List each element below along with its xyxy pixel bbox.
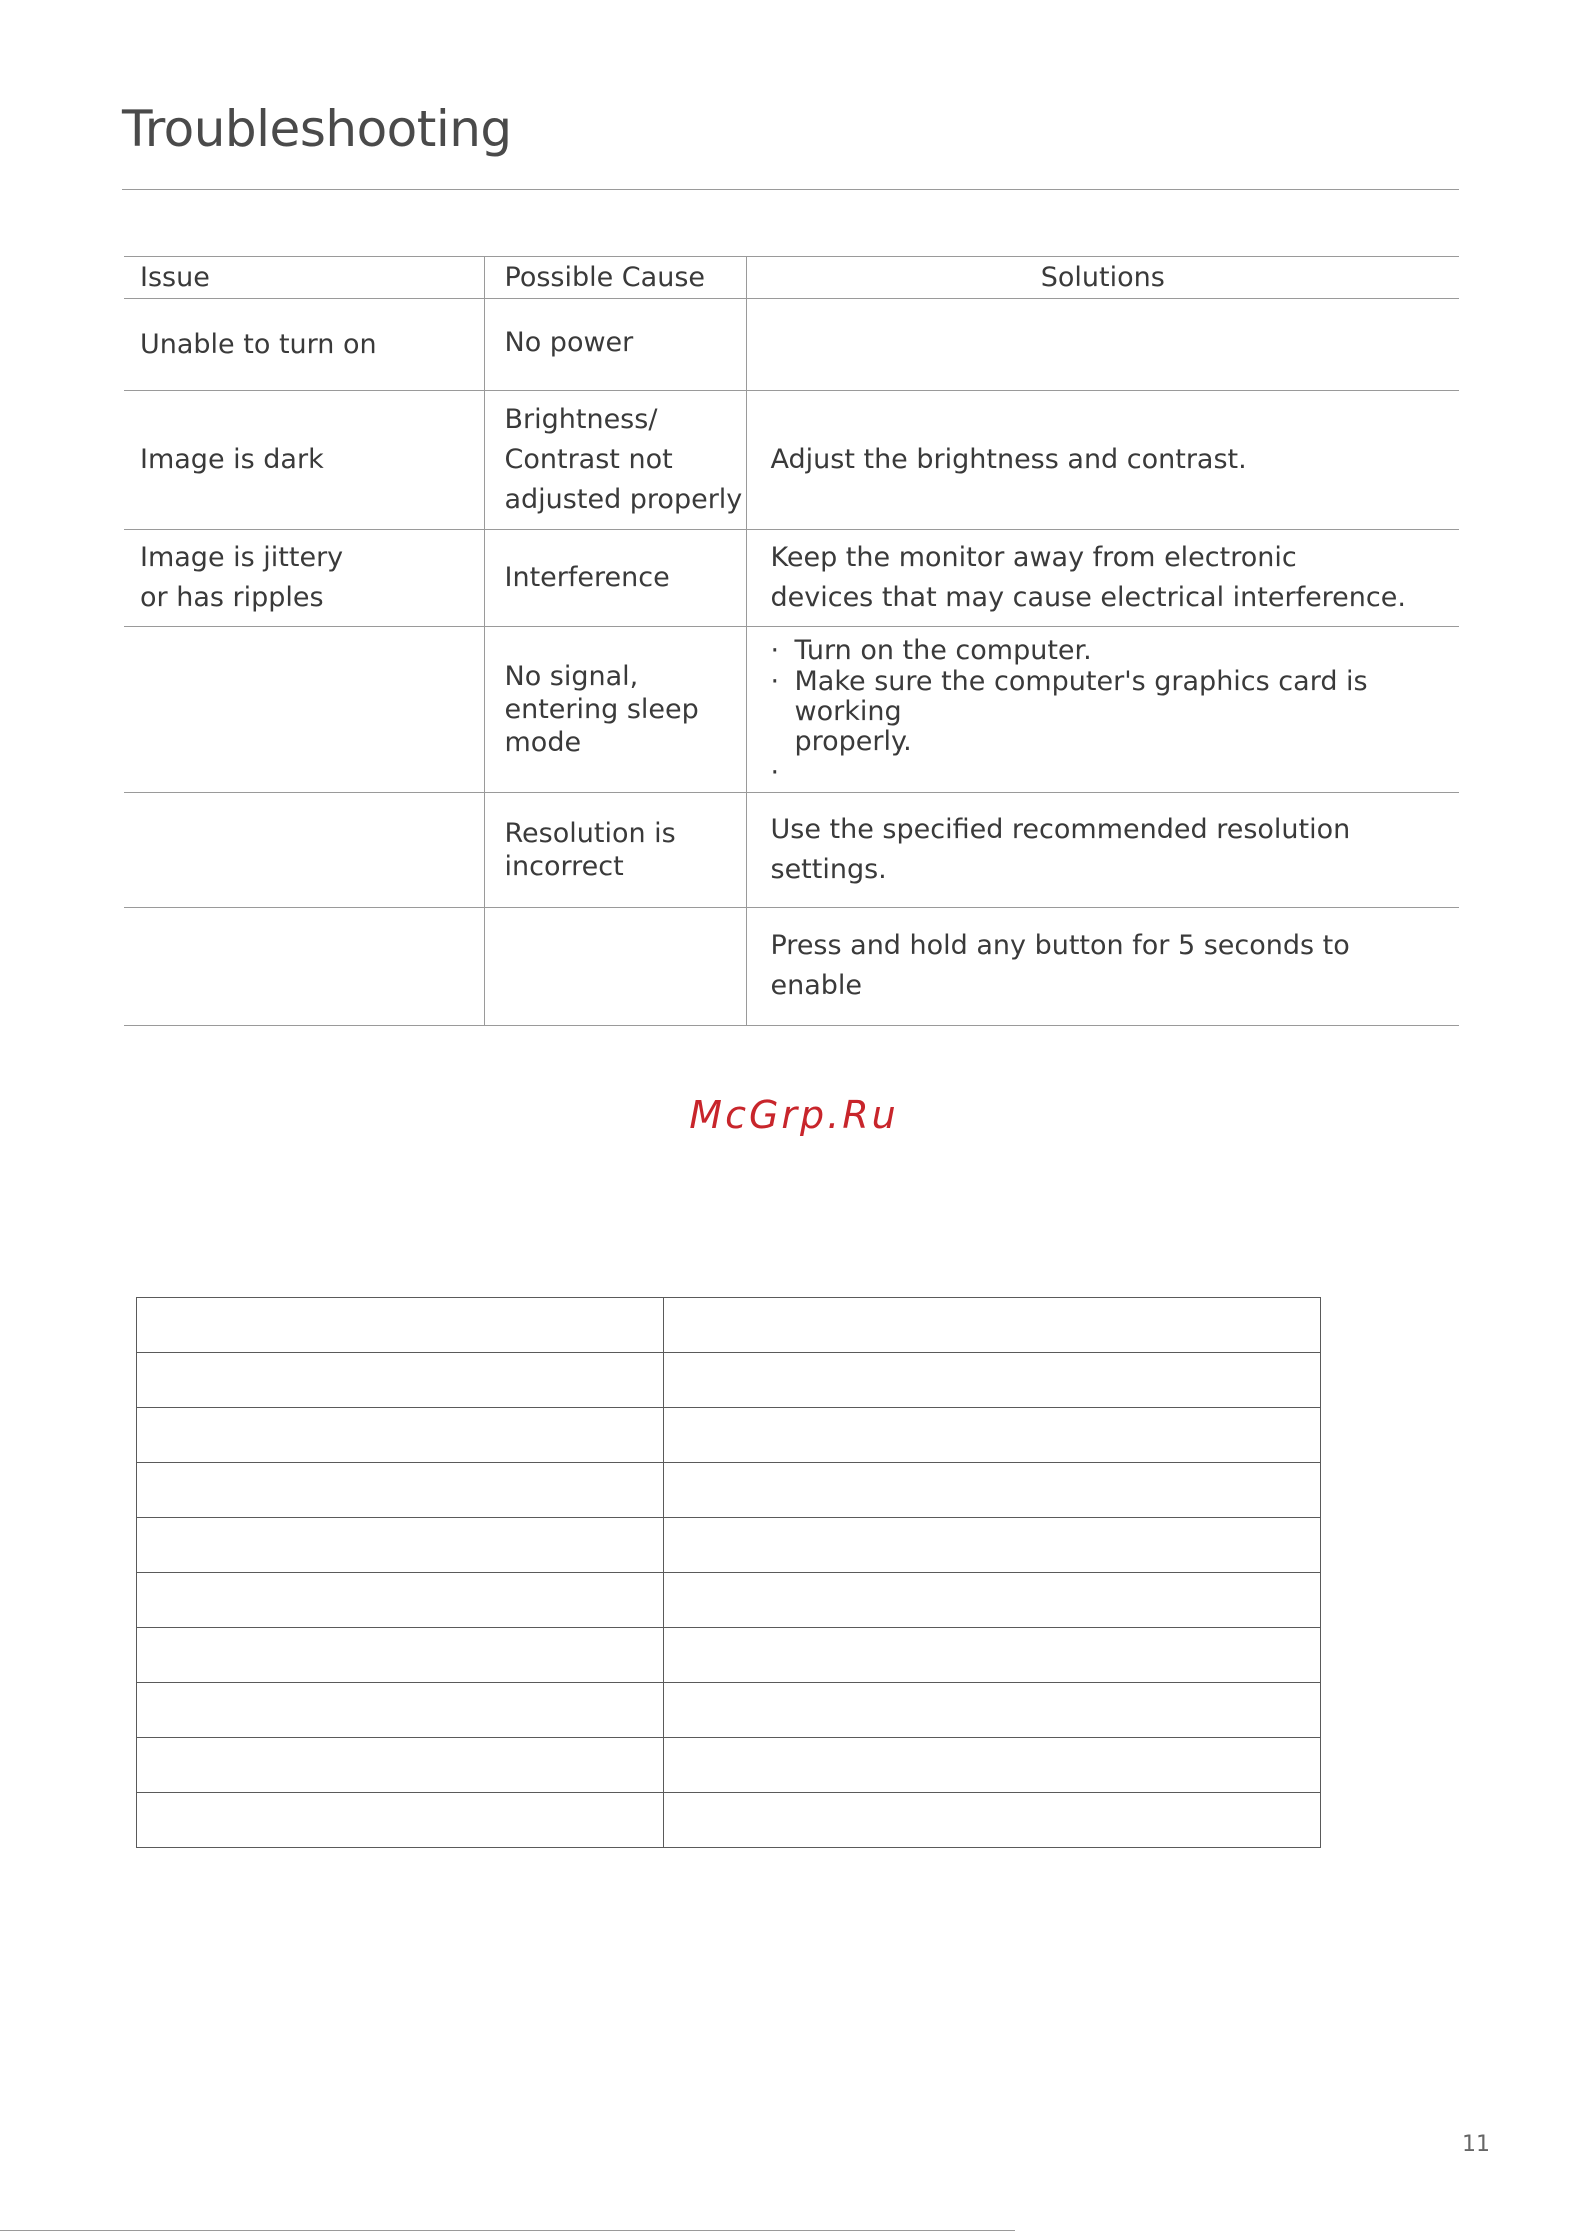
solution-text: Press and hold any button for 5 seconds to enable bbox=[770, 930, 1350, 1001]
table-row bbox=[124, 299, 1459, 391]
bullet-text: properly. bbox=[794, 726, 912, 757]
table-row bbox=[124, 530, 1459, 627]
issue-text: Unable to turn on bbox=[140, 328, 377, 360]
bullet-dot: · bbox=[770, 757, 780, 788]
solution-cell bbox=[746, 908, 1459, 1026]
grid-cell bbox=[137, 1793, 664, 1848]
cause-text: mode bbox=[504, 727, 582, 758]
cause-cell bbox=[484, 627, 746, 793]
cause-cell bbox=[484, 391, 746, 530]
grid-row bbox=[137, 1463, 1321, 1518]
cause-text: Contrast not bbox=[504, 444, 673, 475]
bullet-text: Turn on the computer. bbox=[794, 635, 1092, 666]
grid-cell bbox=[664, 1683, 1321, 1738]
solution-cell bbox=[746, 793, 1459, 908]
issue-cell bbox=[124, 793, 484, 908]
cause-text: Resolution is bbox=[504, 818, 676, 849]
issue-text: Image is dark bbox=[140, 444, 324, 475]
grid-cell bbox=[137, 1353, 664, 1408]
issue-cell bbox=[124, 908, 484, 1026]
header-solutions: Solutions bbox=[746, 257, 1459, 299]
cause-text: No signal, bbox=[504, 661, 639, 692]
grid-cell bbox=[664, 1628, 1321, 1683]
grid-cell bbox=[664, 1353, 1321, 1408]
grid-row bbox=[137, 1793, 1321, 1848]
grid-cell bbox=[137, 1738, 664, 1793]
cause-cell bbox=[484, 299, 746, 391]
table-row bbox=[124, 627, 1459, 793]
grid-cell bbox=[664, 1738, 1321, 1793]
empty-grid-table bbox=[136, 1297, 1321, 1848]
cause-cell bbox=[484, 793, 746, 908]
table-row bbox=[124, 908, 1459, 1026]
table-header-row bbox=[124, 257, 1459, 299]
bullet-dot: · bbox=[770, 635, 780, 666]
troubleshooting-table bbox=[124, 256, 1459, 1026]
bullet-text: Make sure the computer's graphics card is working bbox=[794, 666, 1368, 727]
grid-cell bbox=[664, 1573, 1321, 1628]
cause-text: incorrect bbox=[504, 851, 624, 882]
grid-cell bbox=[137, 1518, 664, 1573]
solution-text: Keep the monitor away from electronic bbox=[770, 542, 1297, 573]
bullet-item bbox=[771, 635, 1448, 667]
grid-cell bbox=[664, 1463, 1321, 1518]
grid-row bbox=[137, 1298, 1321, 1353]
issue-cell bbox=[124, 627, 484, 793]
solution-cell bbox=[746, 530, 1459, 627]
grid-cell bbox=[137, 1463, 664, 1518]
watermark: McGrp.Ru bbox=[689, 1093, 899, 1137]
issue-text: Image is jittery bbox=[140, 542, 344, 573]
solution-cell bbox=[746, 391, 1459, 530]
grid-cell bbox=[664, 1518, 1321, 1573]
issue-cell bbox=[124, 299, 484, 391]
page-number: 11 bbox=[1462, 2132, 1490, 2157]
grid-row bbox=[137, 1518, 1321, 1573]
solution-text: devices that may cause electrical interference. bbox=[770, 582, 1406, 613]
bottom-divider bbox=[0, 2230, 1015, 2231]
grid-cell bbox=[137, 1683, 664, 1738]
grid-row bbox=[137, 1683, 1321, 1738]
grid-cell bbox=[137, 1408, 664, 1463]
title-divider bbox=[122, 189, 1459, 190]
header-possible-cause: Possible Cause bbox=[484, 257, 746, 299]
table-row bbox=[124, 391, 1459, 530]
cause-text: Interference bbox=[504, 562, 670, 593]
solution-text: Use the specified recommended resolution settings. bbox=[770, 814, 1351, 885]
grid-cell bbox=[137, 1628, 664, 1683]
solution-cell bbox=[746, 627, 1459, 793]
grid-row bbox=[137, 1628, 1321, 1683]
solution-bullet-list bbox=[770, 635, 1448, 788]
cause-text: adjusted properly bbox=[504, 484, 743, 515]
solution-cell bbox=[746, 299, 1459, 391]
issue-cell bbox=[124, 530, 484, 627]
grid-cell bbox=[664, 1408, 1321, 1463]
cause-cell bbox=[484, 908, 746, 1026]
cause-text: No power bbox=[504, 327, 634, 358]
header-issue: Issue bbox=[124, 257, 484, 299]
issue-text: or has ripples bbox=[140, 582, 324, 613]
bullet-item bbox=[771, 667, 1448, 757]
issue-cell bbox=[124, 391, 484, 530]
grid-row bbox=[137, 1353, 1321, 1408]
grid-cell bbox=[137, 1573, 664, 1628]
grid-row bbox=[137, 1408, 1321, 1463]
grid-cell bbox=[664, 1793, 1321, 1848]
cause-cell bbox=[484, 530, 746, 627]
grid-row bbox=[137, 1738, 1321, 1793]
bullet-dot: · bbox=[770, 666, 780, 697]
table-row bbox=[124, 793, 1459, 908]
solution-text: Adjust the brightness and contrast. bbox=[770, 444, 1247, 475]
grid-cell bbox=[664, 1298, 1321, 1353]
grid-cell bbox=[137, 1298, 664, 1353]
cause-text: Brightness/ bbox=[504, 404, 658, 435]
grid-row bbox=[137, 1573, 1321, 1628]
cause-text: entering sleep bbox=[504, 694, 699, 725]
page-title: Troubleshooting bbox=[122, 100, 512, 158]
